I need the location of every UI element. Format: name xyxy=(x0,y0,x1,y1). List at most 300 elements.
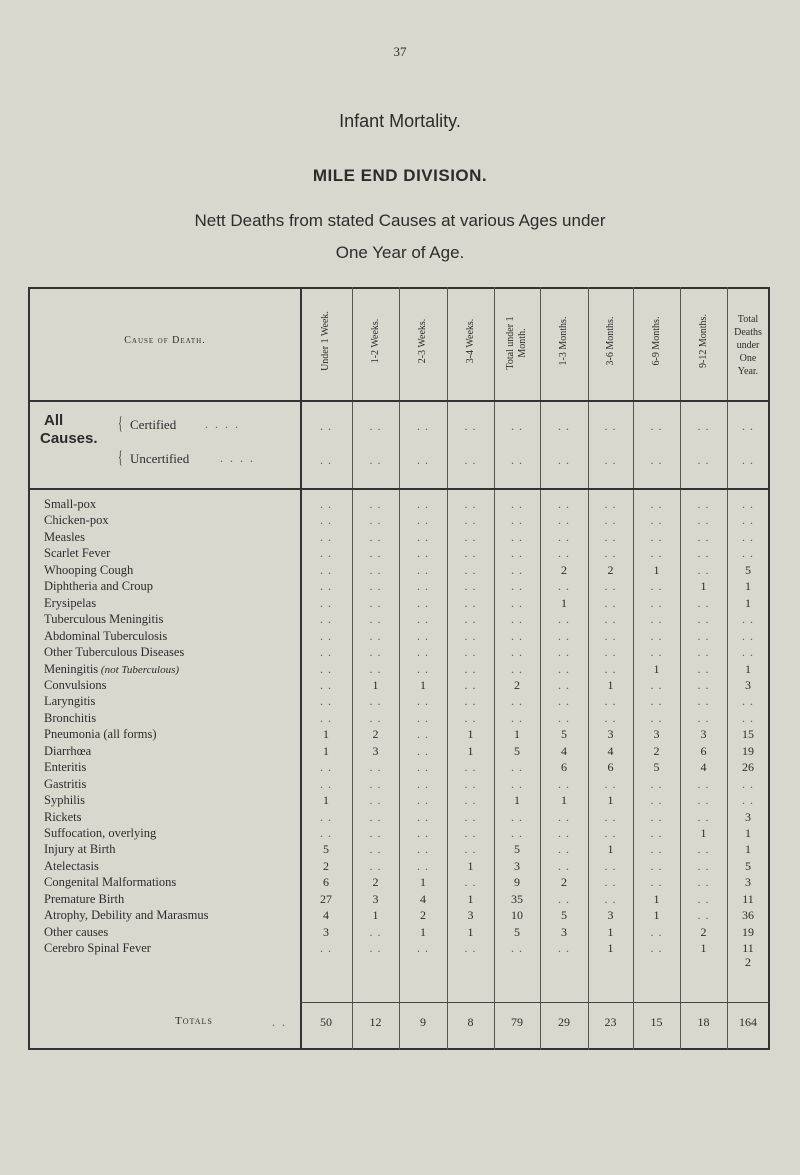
empty-cell: . . xyxy=(369,941,382,956)
value-cell: 5 xyxy=(323,842,329,857)
empty-cell: . . xyxy=(558,645,570,660)
empty-cell: . . xyxy=(697,645,710,660)
empty-cell: . . xyxy=(464,595,477,610)
cause-name: Whooping Cough xyxy=(44,562,134,577)
empty-cell: . . xyxy=(558,710,570,725)
empty-cell: . . xyxy=(650,529,663,544)
empty-cell: . . xyxy=(320,529,332,544)
all-causes-line: Causes. xyxy=(40,430,98,447)
empty-cell: . . xyxy=(417,826,429,840)
total-cell: 12 xyxy=(369,1015,382,1029)
total-cell: 8 xyxy=(467,1015,474,1029)
empty-cell: . . xyxy=(464,562,477,577)
value-cell: 3 xyxy=(323,924,329,939)
value-cell: 4 xyxy=(607,743,614,758)
empty-cell: . . xyxy=(320,694,332,709)
empty-cell: . . xyxy=(369,419,382,433)
empty-cell: . . xyxy=(558,891,570,906)
empty-cell: . . xyxy=(650,579,663,594)
empty-cell: . . xyxy=(697,529,710,544)
empty-cell: . . xyxy=(320,453,332,467)
empty-cell: . . xyxy=(464,842,477,857)
empty-cell: . . xyxy=(369,793,382,808)
empty-cell: . . xyxy=(417,776,429,791)
empty-cell: . . xyxy=(650,595,663,610)
empty-cell: . . xyxy=(464,760,477,775)
total-header-line: Year. xyxy=(737,366,759,377)
empty-cell: . . xyxy=(320,513,332,528)
empty-cell: . . xyxy=(464,694,477,709)
empty-cell: . . xyxy=(511,809,523,824)
leader-dots: . . xyxy=(272,1015,287,1029)
empty-cell: . . xyxy=(697,497,710,511)
empty-cell: . . xyxy=(417,743,429,758)
cause-name: Gastritis xyxy=(44,776,87,791)
value-cell: 3 xyxy=(700,727,707,742)
value-cell: 36 xyxy=(742,908,754,923)
total-cell: 164 xyxy=(739,1015,757,1029)
value-cell: 2 xyxy=(420,908,426,923)
empty-cell: . . xyxy=(650,776,663,791)
empty-cell: . . xyxy=(604,858,617,873)
value-cell: 1 xyxy=(653,562,660,577)
empty-cell: . . xyxy=(511,562,523,577)
row-cause-label xyxy=(44,612,163,627)
empty-cell: . . xyxy=(369,710,382,725)
value-cell: 1 xyxy=(372,677,379,692)
empty-cell: . . xyxy=(320,710,332,725)
empty-cell: . . xyxy=(417,661,429,676)
cause-name: Laryngitis xyxy=(44,694,96,709)
value-cell: 9 xyxy=(514,875,520,890)
header-rule xyxy=(28,400,770,402)
value-cell: 3 xyxy=(745,677,751,692)
value-cell: 15 xyxy=(742,727,754,742)
value-cell: 3 xyxy=(745,875,751,890)
cause-name: Measles xyxy=(44,529,85,544)
empty-cell: . . xyxy=(650,875,663,890)
empty-cell: . . xyxy=(320,826,332,840)
empty-cell: . . xyxy=(742,694,754,709)
row-cause-label xyxy=(44,579,153,594)
cause-name: Small-pox xyxy=(44,497,97,511)
row-cause-label xyxy=(44,629,167,644)
empty-cell: . . xyxy=(558,628,570,643)
empty-cell: . . xyxy=(320,809,332,824)
row-cause-label xyxy=(44,694,95,709)
empty-cell: . . xyxy=(417,419,429,433)
empty-cell: . . xyxy=(558,546,570,561)
value-cell: 6 xyxy=(607,760,614,775)
value-cell: 1 xyxy=(745,579,751,594)
empty-cell: . . xyxy=(417,842,429,857)
empty-cell: . . xyxy=(742,529,754,544)
cause-name: Atelectasis xyxy=(44,858,99,873)
empty-cell: . . xyxy=(697,809,710,824)
value-cell: 5 xyxy=(514,924,520,939)
empty-cell: . . xyxy=(604,513,617,528)
row-cause-label xyxy=(44,892,124,907)
empty-cell: . . xyxy=(417,453,429,467)
empty-cell: . . xyxy=(558,677,570,692)
empty-cell: . . xyxy=(511,419,523,433)
empty-cell: . . xyxy=(697,858,710,873)
value-cell: 1 xyxy=(514,727,520,742)
empty-cell: . . xyxy=(464,497,477,511)
empty-cell: . . xyxy=(417,579,429,594)
empty-cell: . . xyxy=(464,513,477,528)
all-causes-row-label: Certified xyxy=(130,417,177,432)
empty-cell: . . xyxy=(464,453,477,467)
leader-dots: . . . . xyxy=(220,451,255,465)
total-cell: 23 xyxy=(604,1015,617,1029)
empty-cell: . . xyxy=(650,546,663,561)
empty-cell: . . xyxy=(697,546,710,561)
empty-cell: . . xyxy=(511,645,523,660)
empty-cell: . . xyxy=(742,710,754,725)
empty-cell: . . xyxy=(369,562,382,577)
row-cause-label xyxy=(44,744,91,759)
empty-cell: . . xyxy=(697,595,710,610)
empty-cell: . . xyxy=(604,546,617,561)
column-header: Total under 1 Month. xyxy=(505,316,528,370)
cause-name: Rickets xyxy=(44,809,82,824)
cause-name: Suffocation, overlying xyxy=(44,826,157,840)
all-causes-rule xyxy=(28,488,770,490)
empty-cell: . . xyxy=(464,875,477,890)
all-causes-line: All xyxy=(44,412,64,429)
empty-cell: . . xyxy=(369,809,382,824)
empty-cell: . . xyxy=(511,776,523,791)
all-causes-label xyxy=(40,412,98,448)
empty-cell: . . xyxy=(464,776,477,791)
empty-cell: . . xyxy=(417,760,429,775)
cause-name: Atrophy, Debility and Marasmus xyxy=(44,908,209,923)
empty-cell: . . xyxy=(511,546,523,561)
empty-cell: . . xyxy=(742,628,754,643)
empty-cell: . . xyxy=(742,453,754,467)
empty-cell: . . xyxy=(604,453,617,467)
value-cell: 5 xyxy=(745,562,751,577)
empty-cell: . . xyxy=(511,497,523,511)
total-cell: 9 xyxy=(420,1015,426,1029)
empty-cell: . . xyxy=(320,419,332,433)
empty-cell: . . xyxy=(742,793,754,808)
cause-name: Other causes xyxy=(44,924,109,939)
value-cell: 1 xyxy=(467,924,474,939)
cause-name: Diarrhœa xyxy=(44,743,92,758)
empty-cell: . . xyxy=(697,842,710,857)
value-cell: 2 xyxy=(745,954,751,969)
row-cause-label xyxy=(44,859,99,874)
value-cell: 1 xyxy=(607,842,614,857)
cause-name: Convulsions xyxy=(44,677,107,692)
row-cause-label xyxy=(44,678,107,693)
empty-cell: . . xyxy=(558,661,570,676)
value-cell: 1 xyxy=(467,891,474,906)
value-cell: 3 xyxy=(607,908,614,923)
cause-name: Scarlet Fever xyxy=(44,546,111,561)
empty-cell: . . xyxy=(369,842,382,857)
empty-cell: . . xyxy=(604,710,617,725)
empty-cell: . . xyxy=(511,612,523,627)
empty-cell: . . xyxy=(464,612,477,627)
value-cell: 1 xyxy=(372,908,379,923)
value-cell: 2 xyxy=(372,875,379,890)
empty-cell: . . xyxy=(320,628,332,643)
total-cell: 29 xyxy=(558,1015,570,1029)
empty-cell: . . xyxy=(558,809,570,824)
empty-cell: . . xyxy=(320,661,332,676)
empty-cell: . . xyxy=(742,612,754,627)
empty-cell: . . xyxy=(320,941,332,956)
column-header: 6-9 Months. xyxy=(650,316,662,366)
total-cell: 15 xyxy=(650,1015,663,1029)
empty-cell: . . xyxy=(417,497,429,511)
empty-cell: . . xyxy=(650,645,663,660)
brace-glyph: { xyxy=(118,447,123,467)
empty-cell: . . xyxy=(511,513,523,528)
empty-cell: . . xyxy=(604,645,617,660)
empty-cell: . . xyxy=(511,579,523,594)
empty-cell: . . xyxy=(650,677,663,692)
value-cell: 2 xyxy=(561,875,567,890)
value-cell: 1 xyxy=(745,661,751,676)
empty-cell: . . xyxy=(369,760,382,775)
value-cell: 1 xyxy=(653,661,660,676)
empty-cell: . . xyxy=(697,628,710,643)
cause-name: Abdominal Tuberculosis xyxy=(44,628,168,643)
subtitle-line-1: Nett Deaths from stated Causes at various Ages under xyxy=(194,211,606,230)
row-cause-label xyxy=(44,908,208,923)
column-header: 3-4 Weeks. xyxy=(464,318,476,364)
empty-cell: . . xyxy=(697,694,710,709)
totals-rule xyxy=(300,1002,769,1003)
empty-cell: . . xyxy=(417,546,429,561)
empty-cell: . . xyxy=(604,628,617,643)
row-cause-label xyxy=(44,513,109,528)
empty-cell: . . xyxy=(558,826,570,840)
value-cell: 1 xyxy=(323,727,329,742)
empty-cell: . . xyxy=(369,826,382,840)
empty-cell: . . xyxy=(417,612,429,627)
empty-cell: . . xyxy=(742,776,754,791)
row-cause-label xyxy=(44,497,96,512)
empty-cell: . . xyxy=(650,941,663,956)
empty-cell: . . xyxy=(558,694,570,709)
cause-name: Meningitis xyxy=(44,661,99,676)
empty-cell: . . xyxy=(604,694,617,709)
empty-cell: . . xyxy=(320,760,332,775)
value-cell: 5 xyxy=(561,727,567,742)
empty-cell: . . xyxy=(464,628,477,643)
row-cause-label xyxy=(44,596,96,611)
value-cell: 1 xyxy=(700,579,707,594)
value-cell: 1 xyxy=(607,941,614,956)
empty-cell: . . xyxy=(511,941,523,956)
empty-cell: . . xyxy=(369,776,382,791)
empty-cell: . . xyxy=(369,645,382,660)
empty-cell: . . xyxy=(604,776,617,791)
empty-cell: . . xyxy=(558,612,570,627)
empty-cell: . . xyxy=(417,595,429,610)
empty-cell: . . xyxy=(558,497,570,511)
value-cell: 2 xyxy=(323,858,329,873)
value-cell: 1 xyxy=(420,924,426,939)
cause-name: Syphilis xyxy=(44,793,85,808)
value-cell: 1 xyxy=(323,793,329,808)
empty-cell: . . xyxy=(417,628,429,643)
empty-cell: . . xyxy=(464,809,477,824)
value-cell: 2 xyxy=(561,562,567,577)
empty-cell: . . xyxy=(417,941,429,956)
value-cell: 3 xyxy=(653,727,660,742)
empty-cell: . . xyxy=(417,694,429,709)
total-deaths-header xyxy=(727,313,769,378)
value-cell: 19 xyxy=(742,924,754,939)
empty-cell: . . xyxy=(604,612,617,627)
empty-cell: . . xyxy=(464,645,477,660)
empty-cell: . . xyxy=(650,809,663,824)
empty-cell: . . xyxy=(417,793,429,808)
empty-cell: . . xyxy=(650,858,663,873)
column-header: 3-6 Months. xyxy=(604,316,616,366)
empty-cell: . . xyxy=(320,497,332,511)
empty-cell: . . xyxy=(697,793,710,808)
empty-cell: . . xyxy=(369,858,382,873)
cause-name: Cerebro Spinal Fever xyxy=(44,941,151,956)
column-header: 1-3 Months. xyxy=(558,316,569,366)
row-cause-label xyxy=(44,645,184,660)
empty-cell: . . xyxy=(320,562,332,577)
empty-cell: . . xyxy=(511,661,523,676)
row-cause-label xyxy=(44,711,96,726)
cause-name: Erysipelas xyxy=(44,595,97,610)
total-header-line: Total xyxy=(737,314,759,325)
value-cell: 11 xyxy=(742,891,754,906)
empty-cell: . . xyxy=(650,710,663,725)
empty-cell: . . xyxy=(650,628,663,643)
empty-cell: . . xyxy=(464,579,477,594)
cause-name: Diphtheria and Croup xyxy=(44,579,154,594)
empty-cell: . . xyxy=(650,826,663,840)
empty-cell: . . xyxy=(320,546,332,561)
value-cell: 5 xyxy=(745,858,751,873)
value-cell: 1 xyxy=(514,793,520,808)
value-cell: 3 xyxy=(607,727,614,742)
page-number: 37 xyxy=(393,44,407,59)
cause-of-death-header: Cause of Death. xyxy=(124,335,206,346)
empty-cell: . . xyxy=(697,612,710,627)
value-cell: 1 xyxy=(745,595,751,610)
empty-cell: . . xyxy=(742,497,754,511)
empty-cell: . . xyxy=(650,419,663,433)
empty-cell: . . xyxy=(742,513,754,528)
empty-cell: . . xyxy=(604,529,617,544)
empty-cell: . . xyxy=(464,677,477,692)
empty-cell: . . xyxy=(558,842,570,857)
cause-name: Pneumonia (all forms) xyxy=(44,727,157,742)
empty-cell: . . xyxy=(697,677,710,692)
value-cell: 1 xyxy=(561,793,567,808)
empty-cell: . . xyxy=(742,645,754,660)
value-cell: 1 xyxy=(653,891,660,906)
row-cause-label xyxy=(44,546,110,561)
empty-cell: . . xyxy=(650,793,663,808)
empty-cell: . . xyxy=(742,419,754,433)
value-cell: 3 xyxy=(372,891,379,906)
value-cell: 1 xyxy=(467,727,474,742)
row-cause-label xyxy=(44,826,156,841)
table-subtitle xyxy=(70,205,730,269)
value-cell: 1 xyxy=(467,743,474,758)
value-cell: 2 xyxy=(372,727,379,742)
empty-cell: . . xyxy=(558,419,570,433)
total-header-line: Deaths xyxy=(734,327,762,338)
empty-cell: . . xyxy=(697,908,710,923)
empty-cell: . . xyxy=(464,941,477,956)
cause-note: (not Tuberculous) xyxy=(98,663,180,676)
value-cell: 1 xyxy=(607,677,614,692)
empty-cell: . . xyxy=(697,776,710,791)
column-header: 9-12 Months. xyxy=(697,314,709,368)
empty-cell: . . xyxy=(417,809,429,824)
empty-cell: . . xyxy=(511,628,523,643)
value-cell: 27 xyxy=(320,891,332,906)
value-cell: 4 xyxy=(420,891,426,906)
division-heading: MILE END DIVISION. xyxy=(312,166,488,185)
empty-cell: . . xyxy=(369,453,382,467)
empty-cell: . . xyxy=(320,776,332,791)
column-header: 1-2 Weeks. xyxy=(369,318,381,364)
empty-cell: . . xyxy=(604,579,617,594)
total-cell: 50 xyxy=(320,1015,332,1029)
empty-cell: . . xyxy=(369,546,382,561)
empty-cell: . . xyxy=(604,826,617,840)
empty-cell: . . xyxy=(604,419,617,433)
row-cause-label xyxy=(44,810,82,825)
empty-cell: . . xyxy=(511,529,523,544)
value-cell: 5 xyxy=(514,743,520,758)
empty-cell: . . xyxy=(417,529,429,544)
row-cause-label xyxy=(44,842,116,857)
total-header-line: One xyxy=(739,353,757,364)
value-cell: 1 xyxy=(607,793,614,808)
empty-cell: . . xyxy=(320,612,332,627)
row-cause-label xyxy=(44,925,108,940)
row-cause-label xyxy=(44,662,179,677)
empty-cell: . . xyxy=(417,710,429,725)
cause-name: Injury at Birth xyxy=(44,842,116,857)
value-cell: 1 xyxy=(653,908,660,923)
empty-cell: . . xyxy=(650,612,663,627)
empty-cell: . . xyxy=(650,924,663,939)
empty-cell: . . xyxy=(558,453,570,467)
column-header: Under 1 Week. xyxy=(320,311,331,371)
empty-cell: . . xyxy=(650,842,663,857)
value-cell: 1 xyxy=(420,875,426,890)
empty-cell: . . xyxy=(369,661,382,676)
value-cell: 4 xyxy=(323,908,329,923)
empty-cell: . . xyxy=(369,513,382,528)
row-cause-label xyxy=(44,727,156,742)
cause-name: Congenital Malformations xyxy=(44,875,177,890)
empty-cell: . . xyxy=(742,546,754,561)
empty-cell: . . xyxy=(604,497,617,511)
empty-cell: . . xyxy=(417,858,429,873)
value-cell: 3 xyxy=(372,743,379,758)
value-cell: 2 xyxy=(514,677,520,692)
